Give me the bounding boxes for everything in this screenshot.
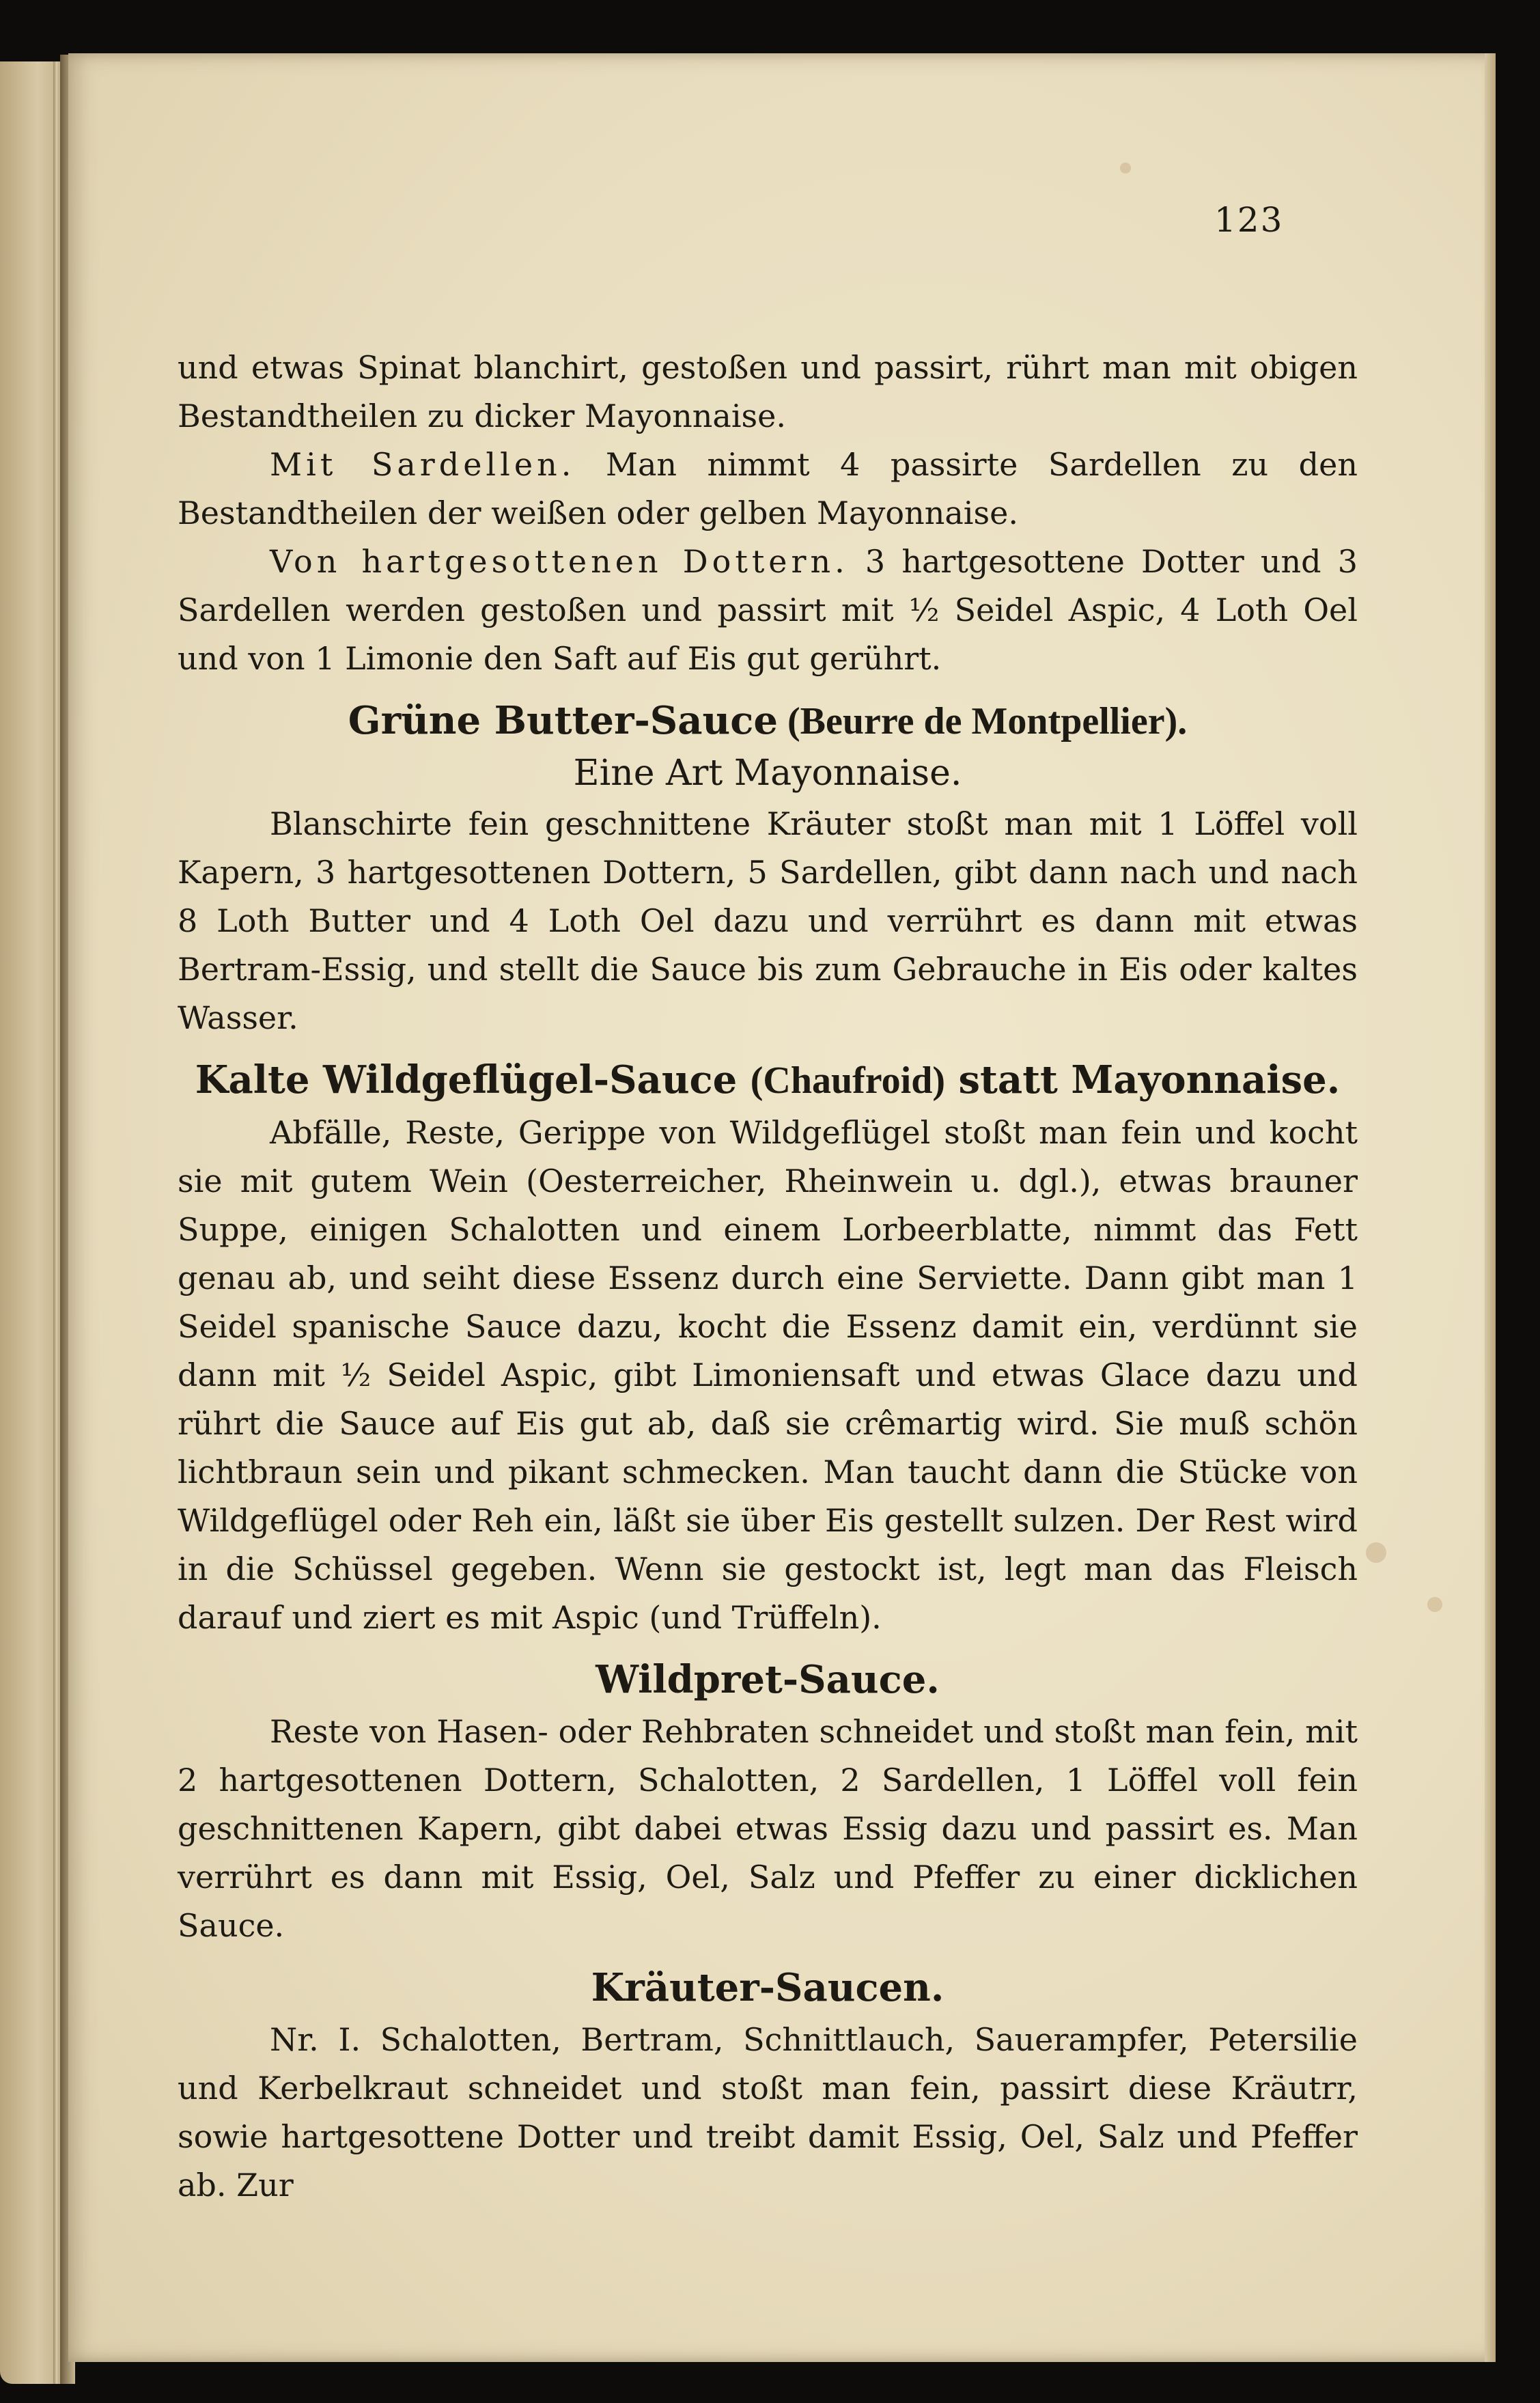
heading-latin: (Chaufroid): [750, 1059, 946, 1102]
paragraph: [178, 538, 1358, 683]
page-number: 123: [1214, 200, 1284, 240]
page-body: [178, 344, 1358, 2210]
heading-text: Kalte Wildgeflügel-Sauce: [195, 1057, 751, 1102]
paragraph: Blanschirte fein geschnittene Kräuter stoßt man mit 1 Löffel voll Kapern, 3 hartgesottenen Dottern, 5 Sardellen, gibt dann nach und nach 8 Loth Butter und 4 Loth Oel dazu und verrührt es dann mit etwas Bertram-Essig, und stellt die Sauce bis zum Gebrauche in Eis oder kaltes Wasser.: [178, 805, 1358, 1036]
paragraph-text: Man nimmt 4 passirte Sardellen zu den Bestandtheilen der weißen oder gelben Mayonnaise.: [178, 446, 1358, 531]
paragraph: [178, 441, 1358, 538]
heading-text: statt Mayonnaise.: [945, 1057, 1341, 1102]
section-heading: Kräuter-Saucen.: [591, 1965, 944, 2010]
paragraph: und etwas Spinat blanchirt, gestoßen und passirt, rührt man mit obigen Bestandtheilen zu dicker Mayonnaise.: [178, 349, 1358, 434]
paragraph-text: 3 hartgesottene Dotter und 3 Sardellen werden gestoßen und passirt mit ½ Seidel Aspic, 4 Loth Oel und von 1 Limonie den Saft auf Eis gut gerührt.: [178, 543, 1358, 677]
paragraph-lead: Mit Sardellen.: [270, 446, 576, 483]
paragraph: Nr. I. Schalotten, Bertram, Schnittlauch, Sauerampfer, Petersilie und Kerbelkraut schneidet und stoßt man fein, passirt diese Kräutrr, sowie hartgesottene Dotter und treibt damit Essig, Oel, Salz und Pfeffer ab. Zur: [178, 2021, 1358, 2204]
paper-stain: [1427, 1597, 1442, 1612]
paper-stain: [1366, 1542, 1386, 1563]
paragraph: Abfälle, Reste, Gerippe von Wildgeflügel stoßt man fein und kocht sie mit gutem Wein (Oesterreicher, Rheinwein u. dgl.), etwas brauner Suppe, einigen Schalotten und einem Lorbeerblatte, nimmt das Fett genau ab, und seiht diese Essenz durch eine Serviette. Dann gibt man 1 Seidel spanische Sauce dazu, kocht die Essenz damit ein, verdünnt sie dann mit ½ Seidel Aspic, gibt Limoniensaft und etwas Glace dazu und rührt die Sauce auf Eis gut ab, daß sie crêmartig wird. Sie muß schön lichtbraun sein und pikant schmecken. Man taucht dann die Stücke von Wildgeflügel oder Reh ein, läßt sie über Eis gestellt sulzen. Der Rest wird in die Schüssel gegeben. Wenn sie gestockt ist, legt man das Fleisch darauf und ziert es mit Aspic (und Trüffeln).: [178, 1114, 1358, 1636]
section-heading: [178, 1055, 1358, 1106]
paper-stain: [1120, 163, 1131, 173]
section-heading: [178, 695, 1358, 747]
heading-latin: (Beurre de Montpellier).: [777, 700, 1188, 742]
section-subheading: Eine Art Mayonnaise.: [573, 753, 962, 794]
left-page-edge: [0, 61, 63, 2384]
paragraph: Reste von Hasen- oder Rehbraten schneidet und stoßt man fein, mit 2 hartgesottenen Dottern, Schalotten, 2 Sardellen, 1 Löffel voll fein geschnittenen Kapern, gibt dabei etwas Essig dazu und passirt es. Man verrührt es dann mit Essig, Oel, Salz und Pfeffer zu einer dicklichen Sauce.: [178, 1713, 1358, 1944]
heading-text: Grüne Butter-Sauce: [348, 698, 778, 743]
paragraph-lead: Von hartgesottenen Dottern.: [270, 543, 849, 580]
page-edge: [1485, 53, 1496, 2362]
book-page: [68, 53, 1496, 2362]
section-heading: Wildpret-Sauce.: [596, 1657, 940, 1702]
